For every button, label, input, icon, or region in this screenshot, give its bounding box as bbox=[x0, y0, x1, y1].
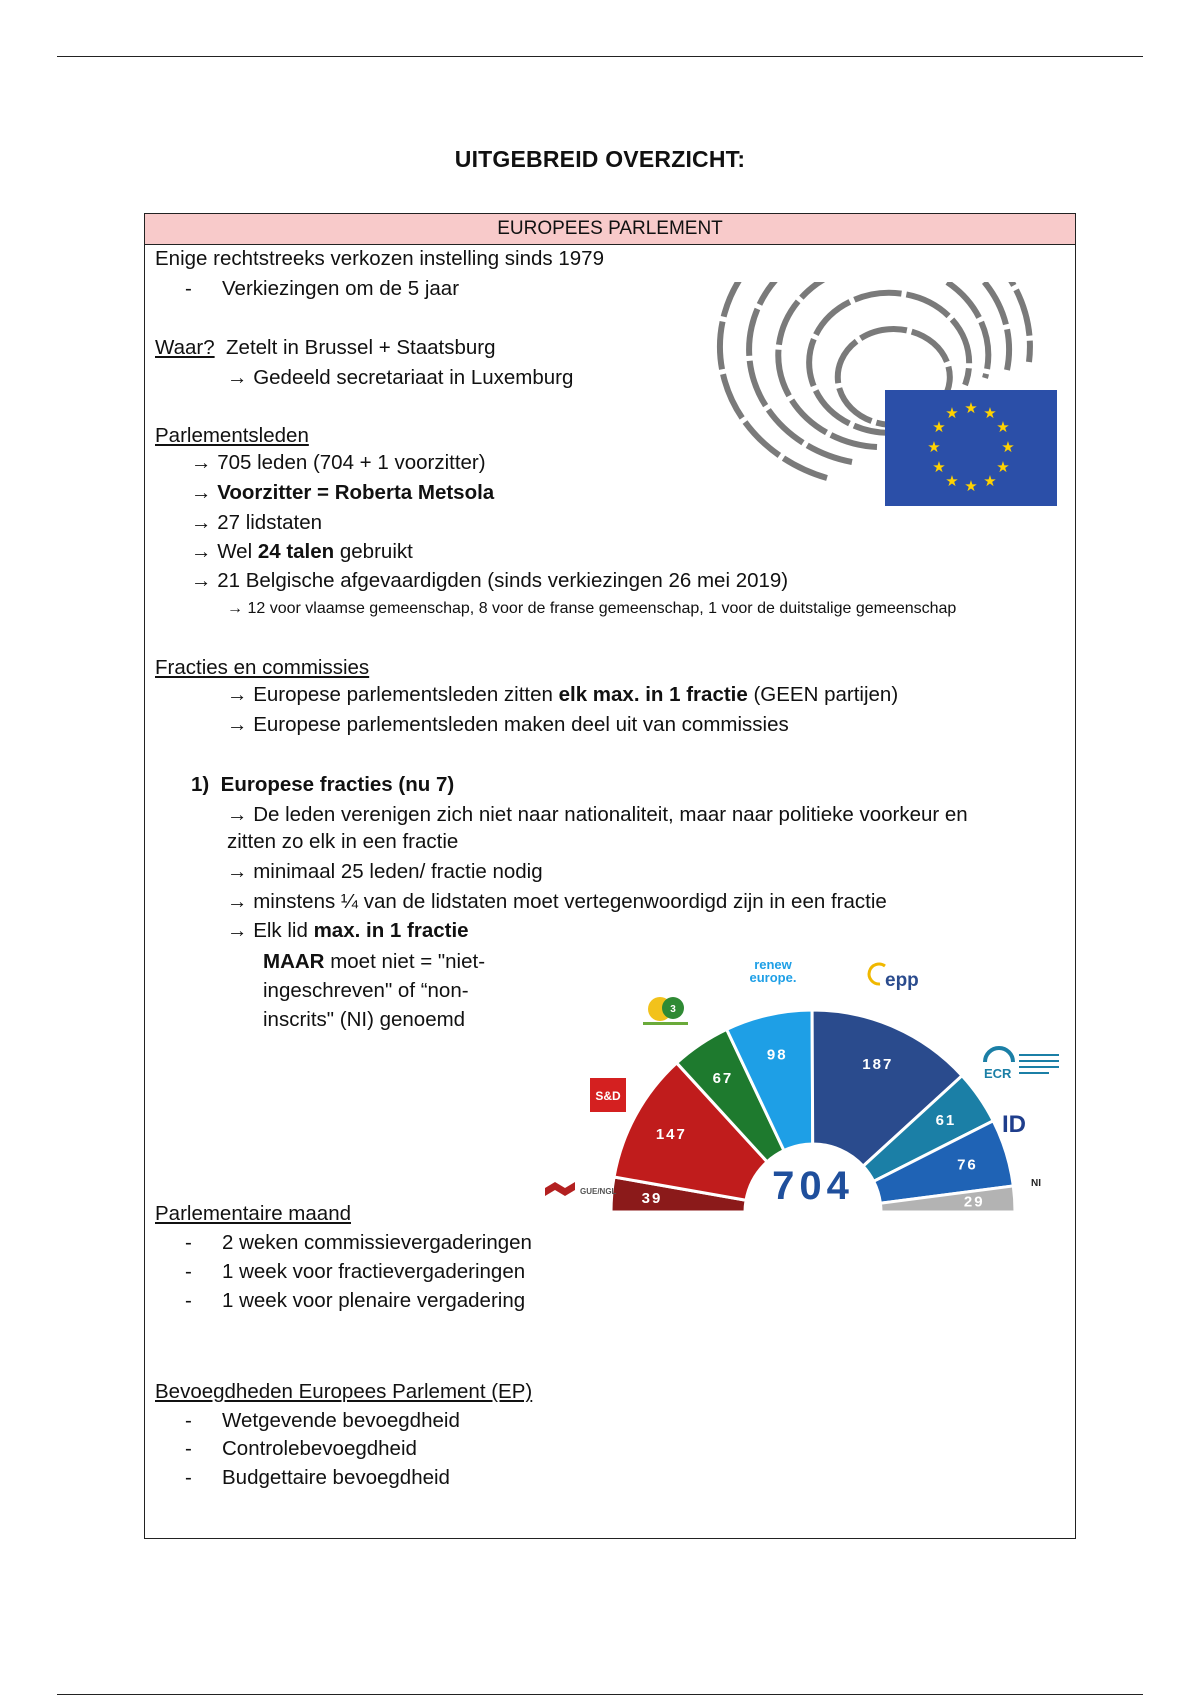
gue-logo bbox=[545, 1182, 617, 1196]
renew-logo-label-2: europe. bbox=[749, 970, 797, 985]
seat-value-label: 147 bbox=[655, 1126, 687, 1144]
parlementsleden-heading: Parlementsleden bbox=[155, 424, 309, 447]
svg-text:★: ★ bbox=[983, 405, 997, 422]
waar-line bbox=[155, 335, 496, 361]
maand-item: - 1 week voor fractievergaderingen bbox=[185, 1260, 526, 1283]
fracties-heading: Fracties en commissies bbox=[155, 656, 370, 679]
waar-label: Waar? bbox=[155, 336, 215, 359]
maand-item: - 2 weken commissievergaderingen bbox=[185, 1231, 532, 1254]
fracties-sub1b: zitten zo elk in een fractie bbox=[227, 830, 459, 853]
seat-distribution-chart bbox=[535, 954, 1075, 1214]
gue-logo-label: GUE/NGL bbox=[580, 1187, 617, 1196]
bevoegdheid-item: - Controlebevoegdheid bbox=[185, 1437, 417, 1460]
svg-text:3: 3 bbox=[670, 1004, 676, 1015]
svg-text:★: ★ bbox=[945, 473, 959, 490]
europese-fracties-heading: 1) Europese fracties (nu 7) bbox=[191, 773, 455, 796]
svg-text:★: ★ bbox=[932, 459, 946, 476]
fracties-line1: → Europese parlementsleden zitten elk max. in 1 fractie (GEEN partijen) bbox=[227, 683, 899, 706]
maand-item: - 1 week voor plenaire vergadering bbox=[185, 1289, 526, 1312]
overview-box bbox=[144, 213, 1076, 1539]
waar-text: Zetelt in Brussel + Staatsburg bbox=[226, 336, 496, 359]
bevoegdheid-item: - Wetgevende bevoegdheid bbox=[185, 1409, 460, 1432]
svg-text:★: ★ bbox=[1001, 439, 1015, 456]
lidstaten-line: → 27 lidstaten bbox=[191, 511, 323, 534]
waar-arrow: → Gedeeld secretariaat in Luxemburg bbox=[227, 366, 574, 389]
svg-text:★: ★ bbox=[945, 405, 959, 422]
intro-text: Enige rechtstreeks verkozen instelling sinds 1979 bbox=[155, 247, 604, 270]
intro-bullet: - Verkiezingen om de 5 jaar bbox=[185, 277, 460, 300]
svg-text:★: ★ bbox=[996, 419, 1010, 436]
ni-label: NI bbox=[1031, 1178, 1041, 1189]
sd-logo bbox=[590, 1078, 626, 1112]
total-seats-label: 704 bbox=[772, 1164, 854, 1208]
seat-value-label: 187 bbox=[862, 1055, 894, 1073]
fracties-sub1a: → De leden verenigen zich niet naar nationaliteit, maar naar politieke voorkeur en bbox=[227, 803, 968, 826]
bottom-rule bbox=[57, 1694, 1143, 1695]
top-rule bbox=[57, 56, 1143, 57]
fracties-sub2: → minimaal 25 leden/ fractie nodig bbox=[227, 860, 543, 883]
greens-logo bbox=[643, 997, 688, 1025]
id-logo-label: ID bbox=[1002, 1111, 1026, 1138]
bevoegdheid-item: - Budgettaire bevoegdheid bbox=[185, 1466, 450, 1489]
belgische-line: → 21 Belgische afgevaardigden (sinds verkiezingen 26 mei 2019) bbox=[191, 569, 789, 592]
box-header: EUROPEES PARLEMENT bbox=[145, 214, 1075, 245]
voorzitter-line: → Voorzitter = Roberta Metsola bbox=[191, 481, 495, 504]
maar-line3: inscrits" (NI) genoemd bbox=[263, 1008, 466, 1031]
talen-line: → Wel 24 talen gebruikt bbox=[191, 540, 413, 563]
fracties-sub3: → minstens ¼ van de lidstaten moet vertegenwoordigd zijn in een fractie bbox=[227, 890, 887, 913]
maar-line1: MAAR moet niet = "niet- bbox=[263, 950, 486, 973]
id-logo bbox=[1002, 1111, 1026, 1138]
renew-logo-label: renew bbox=[754, 957, 792, 972]
leden-line: → 705 leden (704 + 1 voorzitter) bbox=[191, 451, 486, 474]
bevoegdheden-heading: Bevoegdheden Europees Parlement (EP) bbox=[155, 1380, 533, 1403]
epp-logo-label: epp bbox=[885, 970, 919, 991]
seat-value-label: 39 bbox=[641, 1189, 663, 1207]
seat-value-label: 61 bbox=[935, 1112, 957, 1130]
svg-text:★: ★ bbox=[996, 459, 1010, 476]
svg-text:★: ★ bbox=[964, 400, 978, 417]
svg-text:★: ★ bbox=[927, 439, 941, 456]
svg-text:★: ★ bbox=[932, 419, 946, 436]
eu-flag-icon bbox=[885, 390, 1057, 506]
gemeenschap-line: → 12 voor vlaamse gemeenschap, 8 voor de franse gemeenschap, 1 voor de duitstalige gemeenschap bbox=[227, 600, 957, 617]
maar-line2: ingeschreven" of “non- bbox=[263, 979, 469, 1002]
ecr-logo-label: ECR bbox=[984, 1066, 1012, 1081]
svg-text:★: ★ bbox=[983, 473, 997, 490]
sd-logo-label: S&D bbox=[595, 1089, 621, 1103]
seat-value-label: 29 bbox=[963, 1193, 985, 1211]
epp-logo bbox=[869, 964, 919, 991]
fracties-line2: → Europese parlementsleden maken deel uit van commissies bbox=[227, 713, 789, 736]
ecr-logo bbox=[984, 1048, 1059, 1081]
seat-value-label: 98 bbox=[766, 1046, 788, 1064]
maand-heading: Parlementaire maand bbox=[155, 1202, 351, 1225]
seat-value-label: 76 bbox=[957, 1156, 978, 1174]
fracties-sub4: → Elk lid max. in 1 fractie bbox=[227, 919, 469, 942]
hemicycle-flag-graphic bbox=[677, 282, 1067, 512]
svg-text:★: ★ bbox=[964, 478, 978, 495]
page-title: UITGEBREID OVERZICHT: bbox=[454, 146, 746, 172]
renew-logo bbox=[750, 957, 797, 985]
seat-value-label: 67 bbox=[712, 1069, 734, 1087]
